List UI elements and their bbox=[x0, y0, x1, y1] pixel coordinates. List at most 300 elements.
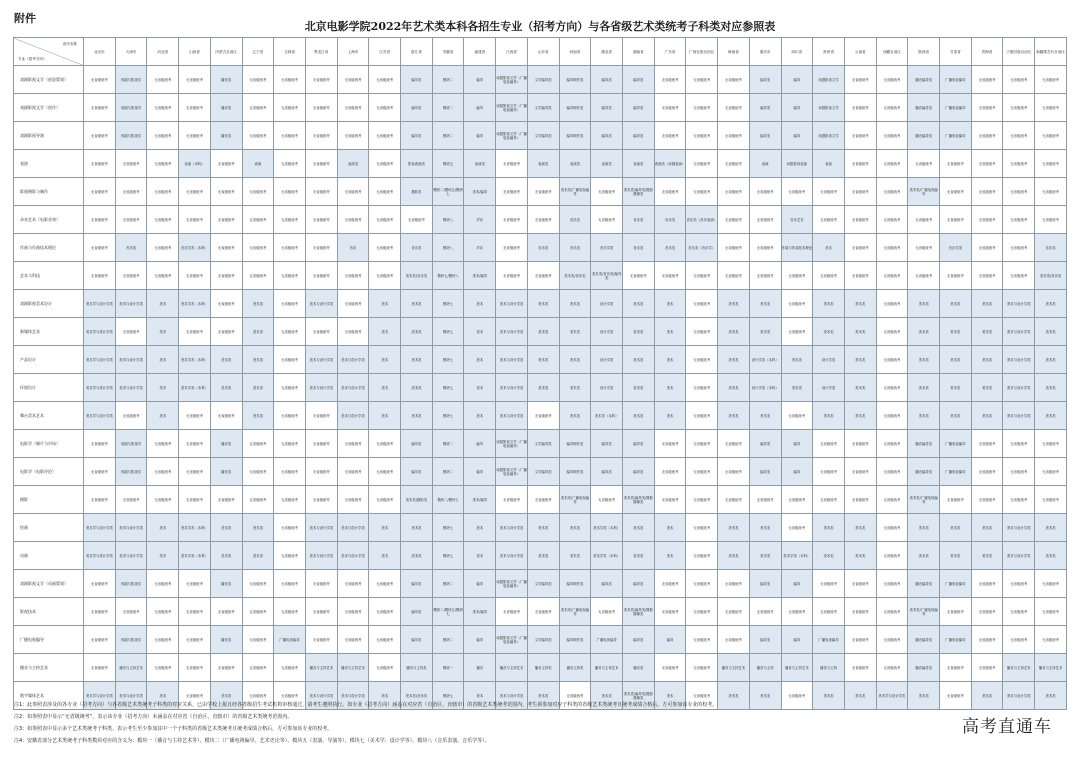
subject-cell: 美术 bbox=[654, 682, 686, 710]
subject-cell: 模块二 bbox=[432, 66, 464, 94]
subject-cell: 无省级统考 bbox=[527, 598, 559, 626]
subject-cell: 美术 bbox=[369, 542, 401, 570]
subject-cell: 无省级统考 bbox=[179, 122, 211, 150]
subject-cell: 播音与主持艺术 bbox=[115, 654, 147, 682]
subject-cell: 无省级统考 bbox=[654, 122, 686, 150]
subject-cell: 无省级统考 bbox=[686, 374, 718, 402]
subject-cell: 美术类 bbox=[559, 374, 591, 402]
subject-cell: 美术与设计学类 bbox=[1003, 318, 1035, 346]
subject-cell: 无省级统考 bbox=[971, 458, 1003, 486]
subject-cell: 美术类 bbox=[781, 374, 813, 402]
subject-cell: 无省级统考 bbox=[876, 514, 908, 542]
subject-cell: 编导制作类 bbox=[559, 122, 591, 150]
subject-cell: 播音与主持艺术 bbox=[496, 654, 528, 682]
subject-cell: 编导类 bbox=[749, 122, 781, 150]
subject-cell: 无省级统考 bbox=[1035, 598, 1067, 626]
subject-cell: 美术类（本科） bbox=[591, 402, 623, 430]
subject-cell: 美术类/编导类/摄影摄像类 bbox=[622, 682, 654, 710]
major-name-cell: 表演 bbox=[14, 150, 84, 178]
subject-cell: 声乐 bbox=[464, 206, 496, 234]
subject-cell: 美术类 bbox=[908, 542, 940, 570]
subject-cell: 无省级统考 bbox=[496, 262, 528, 290]
subject-cell: 无省级统考 bbox=[84, 570, 116, 598]
subject-cell: 无省级统考 bbox=[622, 262, 654, 290]
subject-cell: 编导 bbox=[464, 122, 496, 150]
subject-cell: 无省级统考 bbox=[686, 458, 718, 486]
subject-cell: 设计学类（本科） bbox=[749, 346, 781, 374]
province-header: 内蒙古自治区 bbox=[210, 38, 242, 66]
subject-cell: 无省级统考 bbox=[274, 570, 306, 598]
subject-cell: 摄影类 bbox=[401, 178, 433, 206]
subject-cell: 美术类 bbox=[527, 318, 559, 346]
subject-cell: 无省级统考 bbox=[844, 262, 876, 290]
subject-cell: 无省级统考 bbox=[971, 598, 1003, 626]
subject-cell: 编导类 bbox=[622, 122, 654, 150]
subject-cell: 编导 bbox=[464, 66, 496, 94]
subject-cell: 无省级统考 bbox=[305, 262, 337, 290]
subject-cell: 无省级统考 bbox=[718, 262, 750, 290]
subject-cell: 无省级统考 bbox=[147, 234, 179, 262]
subject-cell: 编导类 bbox=[401, 598, 433, 626]
table-row bbox=[14, 542, 1067, 570]
subject-cell: 美术 bbox=[464, 374, 496, 402]
subject-cell: 表演类 bbox=[559, 150, 591, 178]
subject-cell: 编导类 bbox=[749, 94, 781, 122]
subject-cell: 播音类 bbox=[210, 570, 242, 598]
subject-cell: 无省级统考 bbox=[337, 206, 369, 234]
subject-cell: 美术类 bbox=[527, 682, 559, 710]
subject-cell: 美术与设计学类 bbox=[496, 374, 528, 402]
subject-cell: 无省级统考 bbox=[210, 654, 242, 682]
province-header: 青海省 bbox=[971, 38, 1003, 66]
subject-cell: 音乐类 bbox=[622, 206, 654, 234]
subject-cell: 无省级统考 bbox=[147, 206, 179, 234]
subject-cell: 无省级统考 bbox=[369, 66, 401, 94]
subject-cell: 编导类 bbox=[622, 458, 654, 486]
subject-cell: 表演类（戏剧表演） bbox=[654, 150, 686, 178]
subject-cell: 无省级统考 bbox=[274, 598, 306, 626]
province-header: 天津市 bbox=[115, 38, 147, 66]
subject-cell: 广播电视编导 bbox=[940, 66, 972, 94]
subject-cell: 美术类 bbox=[1035, 374, 1067, 402]
subject-cell: 音乐学类 bbox=[940, 234, 972, 262]
table-row bbox=[14, 318, 1067, 346]
subject-cell: 播音与主持艺术 bbox=[1035, 654, 1067, 682]
subject-cell: 美术类 bbox=[908, 290, 940, 318]
footnote: 注3：如参照表中显示多个艺术类统考子科类，表示考生至少参加其中一个子科类的省级艺术类统考且统考成绩合格后，方可参加该专业的校考。 bbox=[14, 726, 333, 732]
subject-cell: 美术类 bbox=[940, 542, 972, 570]
subject-cell: 无省级统考 bbox=[115, 598, 147, 626]
major-name-cell: 产品设计 bbox=[14, 346, 84, 374]
subject-cell: 无省级统考 bbox=[718, 486, 750, 514]
table-row bbox=[14, 402, 1067, 430]
subject-cell: 编导类 bbox=[622, 626, 654, 654]
subject-cell: 无省级统考 bbox=[591, 598, 623, 626]
subject-cell: 无省级统考 bbox=[876, 318, 908, 346]
subject-cell: 无省级统考 bbox=[718, 150, 750, 178]
major-name-cell: 电影学（制片与市场） bbox=[14, 430, 84, 458]
subject-cell: 编导类 bbox=[749, 430, 781, 458]
subject-cell: 无省级统考 bbox=[337, 94, 369, 122]
subject-cell: 无省级统考 bbox=[654, 486, 686, 514]
subject-cell: 播音与主持 bbox=[749, 654, 781, 682]
subject-cell: 编导类 bbox=[591, 570, 623, 598]
subject-cell: 无省级统考 bbox=[274, 206, 306, 234]
major-name-cell: 戏剧影视美术设计 bbox=[14, 290, 84, 318]
subject-cell: 美术与设计学类 bbox=[496, 290, 528, 318]
subject-cell: 无省级统考 bbox=[844, 458, 876, 486]
subject-cell: 无省级统考 bbox=[654, 430, 686, 458]
subject-cell: 无省级统考 bbox=[940, 654, 972, 682]
major-name-cell: 录音艺术（电影音效） bbox=[14, 206, 84, 234]
subject-cell: 美术与设计学类 bbox=[1003, 402, 1035, 430]
subject-cell: 无省级统考 bbox=[686, 178, 718, 206]
footnote: 注2：如参照表中显示“无省级统考”，表示该专业（招考方向）未涵盖在对应省（自治区、直辖市）的省级艺术类统考范围内。 bbox=[14, 714, 293, 720]
subject-cell: 美术类 bbox=[813, 290, 845, 318]
province-header: 广东省 bbox=[654, 38, 686, 66]
table-row bbox=[14, 430, 1067, 458]
subject-cell: 无省级统考 bbox=[813, 570, 845, 598]
subject-cell: 无省级统考 bbox=[337, 290, 369, 318]
subject-cell: 美术学类（本科） bbox=[179, 514, 211, 542]
subject-cell: 无省级统考 bbox=[718, 206, 750, 234]
subject-cell: 无省级统考 bbox=[844, 486, 876, 514]
subject-cell: 无省级统考 bbox=[242, 626, 274, 654]
province-header: 西藏自治区 bbox=[876, 38, 908, 66]
subject-cell: 无省级统考 bbox=[686, 430, 718, 458]
subject-cell: 美术类 bbox=[718, 318, 750, 346]
subject-cell: 无省级统考 bbox=[1035, 122, 1067, 150]
subject-cell: 美术学类（本科） bbox=[591, 542, 623, 570]
province-header: 湖南省 bbox=[622, 38, 654, 66]
subject-cell: 美术类 bbox=[1035, 318, 1067, 346]
table-row bbox=[14, 570, 1067, 598]
subject-cell: 无省级统考 bbox=[369, 234, 401, 262]
subject-cell: 美术类 bbox=[527, 542, 559, 570]
subject-cell: 无省级统考 bbox=[115, 178, 147, 206]
subject-cell: 设计学类 bbox=[591, 374, 623, 402]
subject-cell: 播音与主持艺术 bbox=[718, 654, 750, 682]
subject-cell: 无省级统考 bbox=[781, 598, 813, 626]
subject-cell: 美术 bbox=[369, 402, 401, 430]
subject-cell: 美术类 bbox=[844, 374, 876, 402]
subject-cell: 播音与主持艺术 bbox=[337, 654, 369, 682]
subject-cell: 无省级统考 bbox=[337, 570, 369, 598]
subject-cell: 无省级统考 bbox=[147, 458, 179, 486]
subject-cell: 美术类 bbox=[940, 514, 972, 542]
province-header: 贵州省 bbox=[813, 38, 845, 66]
subject-cell: 无省级统考 bbox=[242, 682, 274, 710]
subject-cell: 无省级统考 bbox=[242, 94, 274, 122]
subject-cell: 表演（本科） bbox=[179, 150, 211, 178]
subject-cell: 模块二/模块五/模块七 bbox=[432, 598, 464, 626]
subject-cell: 美术学类（本科） bbox=[179, 374, 211, 402]
subject-cell: 无省级统考 bbox=[242, 486, 274, 514]
subject-cell: 美术类 bbox=[908, 514, 940, 542]
subject-cell: 戏剧与影视学 bbox=[115, 570, 147, 598]
subject-cell: 无省级统考 bbox=[337, 598, 369, 626]
subject-cell: 美术与设计学类 bbox=[305, 346, 337, 374]
table-row bbox=[14, 234, 1067, 262]
subject-cell: 无省级统考 bbox=[1003, 178, 1035, 206]
province-header: 北京市 bbox=[84, 38, 116, 66]
subject-cell: 美术与设计学类 bbox=[115, 682, 147, 710]
subject-cell: 无省级统考 bbox=[147, 570, 179, 598]
subject-cell: 戏剧与影视学 bbox=[115, 430, 147, 458]
subject-cell: 编导类 bbox=[749, 66, 781, 94]
subject-cell: 美术与设计学类 bbox=[1003, 346, 1035, 374]
subject-cell: 无省级统考 bbox=[1003, 458, 1035, 486]
subject-cell: 美术类 bbox=[971, 682, 1003, 710]
subject-cell: 无省级统考 bbox=[686, 402, 718, 430]
province-header: 重庆市 bbox=[749, 38, 781, 66]
subject-cell: 无省级统考 bbox=[147, 262, 179, 290]
subject-cell: 美术类 bbox=[908, 402, 940, 430]
subject-cell: 无省级统考 bbox=[179, 178, 211, 206]
subject-cell: 无省级统考 bbox=[496, 150, 528, 178]
subject-cell: 模块二 bbox=[432, 626, 464, 654]
subject-cell: 无省级统考 bbox=[496, 206, 528, 234]
subject-cell: 无省级统考 bbox=[654, 654, 686, 682]
subject-cell: 编导类 bbox=[591, 66, 623, 94]
subject-cell: 广播电视编导 bbox=[940, 430, 972, 458]
subject-cell: 无省级统考 bbox=[305, 598, 337, 626]
province-header: 河南省 bbox=[559, 38, 591, 66]
subject-cell: 美术 bbox=[464, 318, 496, 346]
subject-cell: 美术 bbox=[369, 514, 401, 542]
subject-cell: 编导制作类 bbox=[559, 626, 591, 654]
subject-cell: 无省级统考 bbox=[179, 598, 211, 626]
subject-cell: 无省级统考 bbox=[908, 206, 940, 234]
subject-cell: 戏剧影视文学（广播电视编导） bbox=[496, 430, 528, 458]
subject-cell: 无省级统考 bbox=[654, 458, 686, 486]
subject-cell: 美术与设计学类 bbox=[496, 542, 528, 570]
subject-cell: 无省级统考 bbox=[876, 206, 908, 234]
subject-cell: 美术类 bbox=[749, 402, 781, 430]
major-name-cell: 环境设计 bbox=[14, 374, 84, 402]
subject-cell: 美术与设计学类 bbox=[1003, 542, 1035, 570]
subject-cell: 文学编导类 bbox=[527, 626, 559, 654]
subject-cell: 无省级统考 bbox=[749, 234, 781, 262]
subject-cell: 美术与设计学类 bbox=[496, 682, 528, 710]
subject-cell: 美术类 bbox=[622, 514, 654, 542]
major-name-cell: 电影学（电影评论） bbox=[14, 458, 84, 486]
subject-cell: 无省级统考 bbox=[305, 570, 337, 598]
subject-cell: 无省级统考 bbox=[1035, 486, 1067, 514]
subject-cell: 无省级统考 bbox=[813, 430, 845, 458]
subject-cell: 美术 bbox=[147, 346, 179, 374]
subject-cell: 戏剧影视文学 bbox=[813, 122, 845, 150]
subject-cell: 无省级统考 bbox=[781, 178, 813, 206]
subject-cell: 无省级统考 bbox=[876, 626, 908, 654]
subject-cell: 广播电视编导 bbox=[591, 626, 623, 654]
subject-cell: 美术类/音乐类 bbox=[401, 682, 433, 710]
subject-cell: 音乐艺术 bbox=[781, 206, 813, 234]
table-row bbox=[14, 150, 1067, 178]
subject-cell: 无省级统考 bbox=[1035, 430, 1067, 458]
subject-cell: 无省级统考 bbox=[686, 94, 718, 122]
subject-cell: 无省级统考 bbox=[242, 570, 274, 598]
subject-cell: 无省级统考 bbox=[84, 430, 116, 458]
subject-cell: 无省级统考 bbox=[305, 458, 337, 486]
subject-cell: 无省级统考 bbox=[274, 318, 306, 346]
subject-cell: 美术类 bbox=[622, 346, 654, 374]
subject-cell: 设计学类 bbox=[591, 290, 623, 318]
subject-cell: 无省级统考 bbox=[971, 150, 1003, 178]
subject-cell: 无省级统考 bbox=[718, 66, 750, 94]
major-name-cell: 广播电视编导 bbox=[14, 626, 84, 654]
subject-cell: 模块二/模块五/模块七 bbox=[432, 178, 464, 206]
subject-cell: 无省级统考 bbox=[844, 206, 876, 234]
table-row bbox=[14, 346, 1067, 374]
subject-cell: 设计学类 bbox=[591, 318, 623, 346]
major-name-cell: 摄影 bbox=[14, 486, 84, 514]
major-name-cell: 戏剧影视文学（动画策划） bbox=[14, 570, 84, 598]
province-header: 江西省 bbox=[496, 38, 528, 66]
subject-cell: 美术类 bbox=[527, 374, 559, 402]
table-row bbox=[14, 206, 1067, 234]
subject-cell: 无省级统考 bbox=[242, 430, 274, 458]
subject-cell: 美术类 bbox=[401, 514, 433, 542]
subject-cell: 无省级统考 bbox=[591, 486, 623, 514]
subject-cell: 美术 bbox=[464, 542, 496, 570]
subject-cell: 美术类 bbox=[1035, 402, 1067, 430]
subject-cell: 编导 bbox=[654, 626, 686, 654]
subject-cell: 美术与设计学类 bbox=[115, 346, 147, 374]
subject-cell: 美术类 bbox=[940, 346, 972, 374]
subject-cell: 无省级统考 bbox=[908, 150, 940, 178]
subject-cell: 无省级统考 bbox=[210, 234, 242, 262]
subject-cell: 美术类 bbox=[622, 374, 654, 402]
subject-cell: 美术学与设计学类 bbox=[84, 682, 116, 710]
subject-cell: 无省级统考 bbox=[844, 122, 876, 150]
subject-cell: 无省级统考 bbox=[940, 178, 972, 206]
subject-cell: 无省级统考 bbox=[971, 570, 1003, 598]
subject-cell: 无省级统考 bbox=[1003, 66, 1035, 94]
subject-cell: 无省级统考 bbox=[274, 122, 306, 150]
subject-cell: 无省级统考 bbox=[876, 570, 908, 598]
subject-cell: 戏剧影视文学 bbox=[813, 66, 845, 94]
subject-cell: 无省级统考 bbox=[147, 626, 179, 654]
subject-cell: 无省级统考 bbox=[337, 262, 369, 290]
major-name-cell: 动画 bbox=[14, 542, 84, 570]
province-header: 河北省 bbox=[147, 38, 179, 66]
subject-cell: 美术类 bbox=[718, 346, 750, 374]
table-row bbox=[14, 598, 1067, 626]
subject-cell: 美术学类（本科） bbox=[179, 542, 211, 570]
subject-cell: 设计学类 bbox=[813, 346, 845, 374]
subject-cell: 美术类 bbox=[940, 402, 972, 430]
subject-cell: 无省级统考 bbox=[369, 150, 401, 178]
subject-cell: 美术类 bbox=[559, 402, 591, 430]
corner-label-province: 省市名称 bbox=[62, 42, 78, 46]
subject-cell: 美术类/编导类/摄影摄像类 bbox=[622, 178, 654, 206]
province-header: 广西壮族自治区 bbox=[686, 38, 718, 66]
subject-cell: 无省级统考 bbox=[496, 178, 528, 206]
subject-cell: 美术与设计学类 bbox=[115, 514, 147, 542]
subject-cell: 美术学与设计学类 bbox=[84, 542, 116, 570]
subject-cell: 编导 bbox=[464, 94, 496, 122]
subject-cell: 无省级统考 bbox=[1035, 206, 1067, 234]
subject-cell: 无省级统考 bbox=[337, 178, 369, 206]
subject-cell: 无省级统考 bbox=[844, 234, 876, 262]
subject-cell: 表演类 bbox=[464, 150, 496, 178]
subject-cell: 编导 bbox=[781, 430, 813, 458]
subject-cell: 无省级统考 bbox=[147, 430, 179, 458]
subject-cell: 美术类 bbox=[940, 318, 972, 346]
subject-cell: 播音编导类 bbox=[908, 122, 940, 150]
subject-cell: 无省级统考 bbox=[115, 206, 147, 234]
subject-cell: 无省级统考 bbox=[179, 570, 211, 598]
subject-cell: 无省级统考 bbox=[242, 262, 274, 290]
subject-cell: 模块八 bbox=[432, 234, 464, 262]
subject-cell: 无省级统考 bbox=[686, 542, 718, 570]
subject-cell: 无省级统考 bbox=[718, 430, 750, 458]
subject-cell: 播音类 bbox=[210, 458, 242, 486]
subject-cell: 无省级统考 bbox=[781, 682, 813, 710]
subject-cell: 播音类 bbox=[210, 430, 242, 458]
subject-cell: 模块七/模块八 bbox=[432, 262, 464, 290]
subject-cell: 无省级统考 bbox=[274, 234, 306, 262]
subject-cell: 文学编导类 bbox=[527, 570, 559, 598]
subject-cell: 美术 bbox=[654, 542, 686, 570]
subject-cell: 戏剧影视表演 bbox=[781, 150, 813, 178]
subject-cell: 美术类 bbox=[1035, 542, 1067, 570]
subject-cell: 无省级统考 bbox=[971, 654, 1003, 682]
subject-cell: 美术类 bbox=[242, 374, 274, 402]
subject-cell: 美术 bbox=[147, 542, 179, 570]
subject-cell: 无省级统考 bbox=[971, 486, 1003, 514]
subject-cell: 无省级统考 bbox=[718, 234, 750, 262]
subject-cell: 无省级统考 bbox=[210, 262, 242, 290]
subject-cell: 无省级统考 bbox=[654, 262, 686, 290]
subject-cell: 无省级统考 bbox=[369, 458, 401, 486]
subject-cell: 无省级统考 bbox=[274, 374, 306, 402]
table-body bbox=[14, 66, 1067, 710]
subject-cell: 无省级统考 bbox=[1003, 206, 1035, 234]
subject-cell: 影视表演类 bbox=[401, 150, 433, 178]
subject-cell: 美术与设计学类 bbox=[305, 514, 337, 542]
subject-cell: 美术类 bbox=[527, 514, 559, 542]
subject-cell: 无省级统考 bbox=[274, 178, 306, 206]
subject-cell: 无省级统考 bbox=[369, 654, 401, 682]
subject-cell: 无省级统考 bbox=[147, 654, 179, 682]
subject-cell: 无省级统考 bbox=[527, 486, 559, 514]
province-header: 新疆维吾尔自治区 bbox=[1035, 38, 1067, 66]
subject-cell: 美术类 bbox=[718, 402, 750, 430]
subject-cell: 美术学类（本科） bbox=[179, 346, 211, 374]
subject-cell: 美术类 bbox=[908, 318, 940, 346]
subject-cell: 美术类 bbox=[971, 542, 1003, 570]
subject-cell: 美术类 bbox=[940, 290, 972, 318]
subject-cell: 戏剧与影视学 bbox=[115, 94, 147, 122]
subject-cell: 广播电视编导 bbox=[940, 94, 972, 122]
subject-cell: 无省级统考 bbox=[179, 94, 211, 122]
major-name-cell: 戏剧影视导演 bbox=[14, 122, 84, 150]
subject-cell: 无省级统考 bbox=[749, 206, 781, 234]
subject-cell: 美术类 bbox=[1035, 682, 1067, 710]
subject-cell: 美术类 bbox=[718, 374, 750, 402]
subject-cell: 无省级统考 bbox=[1035, 66, 1067, 94]
subject-cell: 表演类 bbox=[337, 150, 369, 178]
province-header: 宁夏回族自治区 bbox=[1003, 38, 1035, 66]
subject-cell: 编导类 bbox=[591, 430, 623, 458]
subject-cell: 广播电视编导 bbox=[940, 570, 972, 598]
subject-cell: 戏剧影视文学（广播电视编导） bbox=[496, 66, 528, 94]
subject-cell: 文学编导类 bbox=[527, 430, 559, 458]
subject-cell: 无省级统考 bbox=[876, 150, 908, 178]
subject-cell: 无省级统考 bbox=[686, 514, 718, 542]
